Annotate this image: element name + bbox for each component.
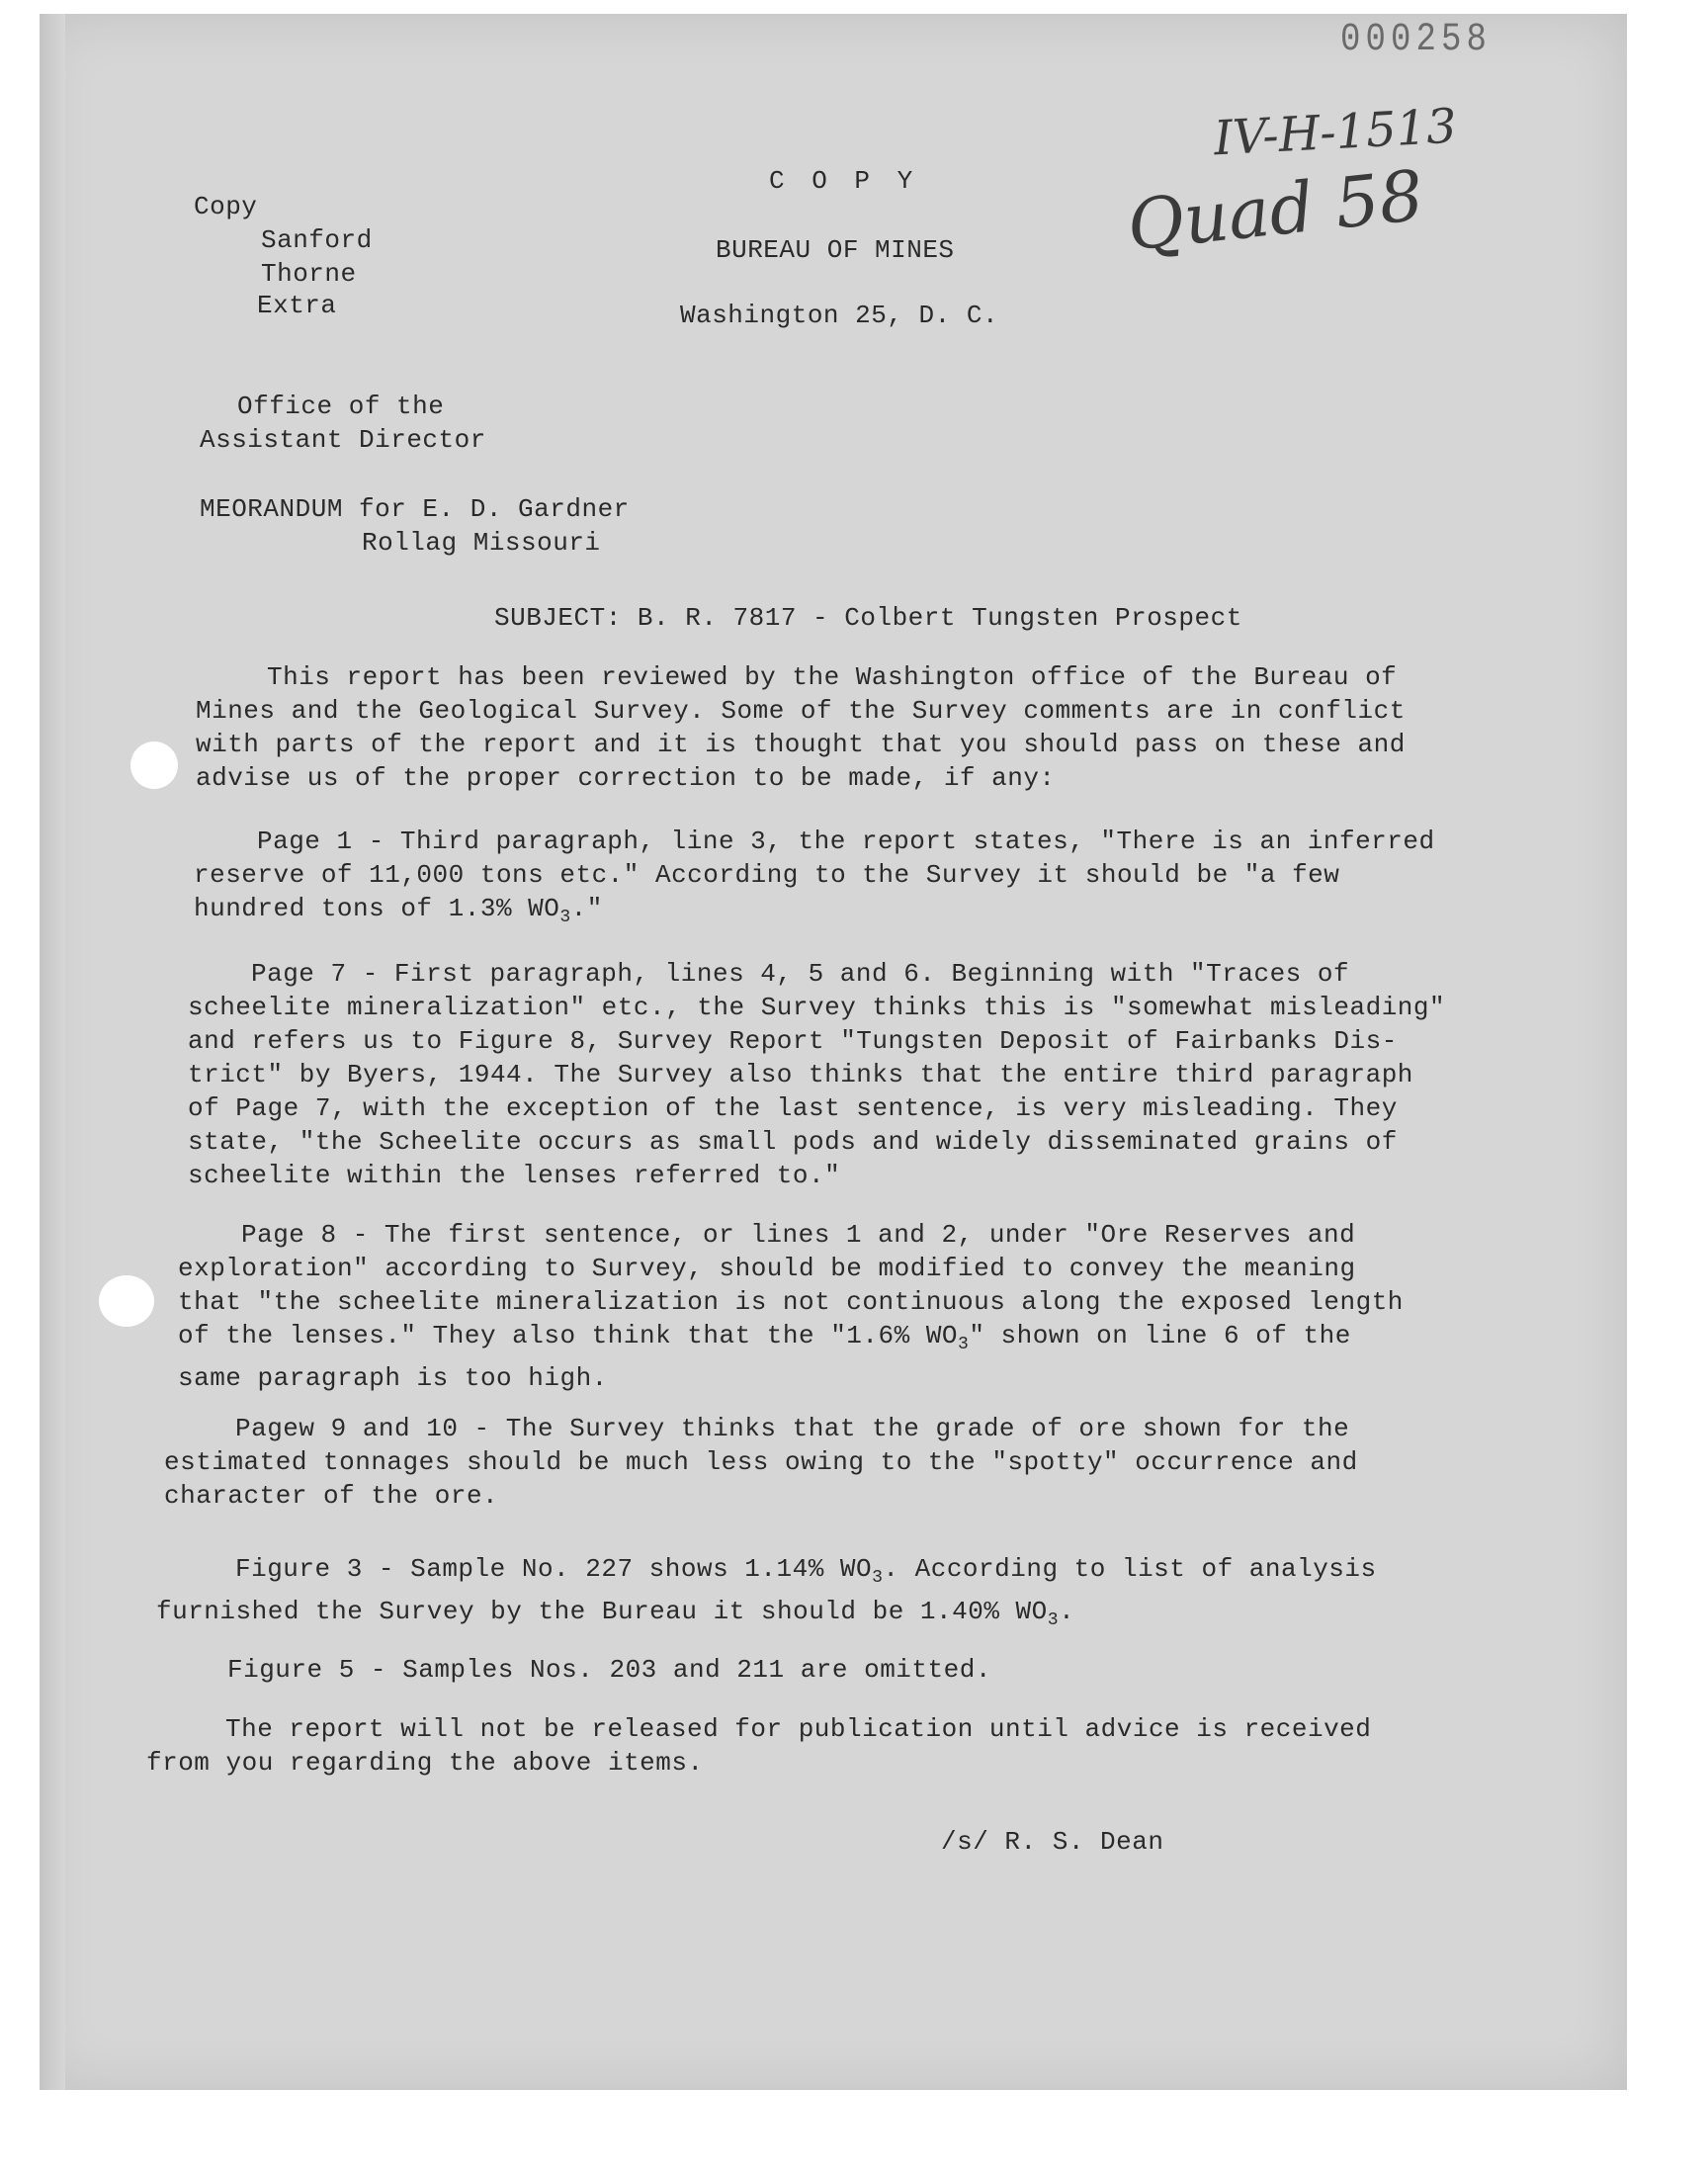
paragraph-6-line	[156, 1552, 1377, 1595]
paragraph-3-line: scheelite within the lenses referred to."	[188, 1161, 841, 1190]
paragraph-7: Figure 5 - Samples Nos. 203 and 211 are omitted.	[227, 1655, 991, 1685]
subscript: 3	[872, 1568, 884, 1588]
subscript: 3	[559, 908, 571, 927]
paragraph-4-text: of the lenses." They also think that the "1.6% WO	[178, 1321, 959, 1350]
document-number-stamp: 000258	[1340, 18, 1493, 62]
page-edge-shadow	[40, 14, 65, 2090]
signature: /s/ R. S. Dean	[941, 1827, 1164, 1857]
distribution-extra: Extra	[257, 291, 337, 320]
paragraph-6-text: .	[1059, 1597, 1075, 1626]
office-line-1: Office of the	[237, 392, 445, 421]
paragraph-1-line: advise us of the proper correction to be made, if any:	[196, 763, 1056, 793]
paragraph-3-line: Page 7 - First paragraph, lines 4, 5 and 6. Beginning with "Traces of	[251, 959, 1350, 989]
paragraph-4-line: exploration" according to Survey, should be modified to convey the meaning	[178, 1254, 1356, 1283]
paragraph-5-line: Pagew 9 and 10 - The Survey thinks that the grade of ore shown for the	[235, 1414, 1350, 1443]
punch-hole-bottom	[99, 1275, 154, 1327]
paragraph-6	[156, 1552, 1377, 1637]
distribution-thorne: Thorne	[261, 259, 357, 289]
paragraph-4-line: same paragraph is too high.	[178, 1363, 608, 1393]
paragraph-3-line: and refers us to Figure 8, Survey Report "Tungsten Deposit of Fairbanks Dis-	[188, 1026, 1398, 1056]
punch-hole-top	[130, 741, 178, 789]
paragraph-1-line: This report has been reviewed by the Washington office of the Bureau of	[267, 662, 1398, 692]
paragraph-5-line: estimated tonnages should be much less owing to the "spotty" occurrence and	[164, 1447, 1358, 1477]
paragraph-5	[164, 1412, 1358, 1513]
memo-subject: SUBJECT: B. R. 7817 - Colbert Tungsten Prospect	[494, 603, 1242, 633]
memo-recipient: MEORANDUM for E. D. Gardner	[200, 494, 630, 524]
paragraph-1	[196, 660, 1406, 795]
paragraph-1-line: with parts of the report and it is thought that you should pass on these and	[196, 730, 1406, 759]
memo-location: Rollag Missouri	[362, 528, 601, 558]
paragraph-8-line: from you regarding the above items.	[146, 1748, 704, 1778]
paragraph-3-line: of Page 7, with the exception of the last sentence, is very misleading. They	[188, 1093, 1398, 1123]
paragraph-4-line: Page 8 - The first sentence, or lines 1 and 2, under "Ore Reserves and	[241, 1220, 1356, 1250]
paragraph-2-line: Page 1 - Third paragraph, line 3, the report states, "There is an inferred	[257, 826, 1435, 856]
paragraph-4-line: that "the scheelite mineralization is not continuous along the exposed length	[178, 1287, 1404, 1317]
agency-location: Washington 25, D. C.	[680, 301, 999, 330]
paragraph-3-line: scheelite mineralization" etc., the Survey thinks this is "somewhat misleading"	[188, 993, 1446, 1022]
paragraph-2	[194, 825, 1435, 934]
paragraph-6-text: furnished the Survey by the Bureau it should be 1.40% WO	[156, 1597, 1048, 1626]
paragraph-3	[188, 957, 1445, 1192]
paragraph-2-line: reserve of 11,000 tons etc." According to the Survey it should be "a few	[194, 860, 1340, 890]
paragraph-3-line: trict" by Byers, 1944. The Survey also thinks that the entire third paragraph	[188, 1060, 1413, 1089]
copy-heading: C O P Y	[769, 166, 919, 196]
handwritten-reference: IV-H-1513	[1212, 98, 1458, 167]
paragraph-4	[178, 1218, 1404, 1395]
paragraph-3-line: state, "the Scheelite occurs as small pods and widely disseminated grains of	[188, 1127, 1398, 1157]
office-line-2: Assistant Director	[200, 425, 486, 455]
paragraph-5-line: character of the ore.	[164, 1481, 499, 1511]
distribution-copy: Copy	[194, 192, 258, 221]
subscript: 3	[958, 1335, 970, 1354]
paragraph-6-line	[156, 1595, 1377, 1637]
paragraph-4-text: " shown on line 6 of the	[969, 1321, 1351, 1350]
subscript: 3	[1047, 1610, 1060, 1630]
paragraph-8-line: The report will not be released for publication until advice is received	[225, 1714, 1372, 1744]
paragraph-2-text: ."	[570, 894, 603, 923]
paragraph-2-text: hundred tons of 1.3% WO	[194, 894, 560, 923]
agency-name: BUREAU OF MINES	[716, 235, 955, 265]
paragraph-6-text: . According to list of analysis	[883, 1554, 1377, 1584]
distribution-sanford: Sanford	[261, 225, 373, 255]
paragraph-4-line	[178, 1319, 1404, 1361]
handwritten-quad: Quad 58	[1123, 154, 1427, 267]
paragraph-8	[146, 1712, 1371, 1780]
paragraph-1-line: Mines and the Geological Survey. Some of the Survey comments are in conflict	[196, 696, 1406, 726]
paragraph-6-text: Figure 3 - Sample No. 227 shows 1.14% WO	[235, 1554, 873, 1584]
paragraph-2-line	[194, 892, 1435, 934]
